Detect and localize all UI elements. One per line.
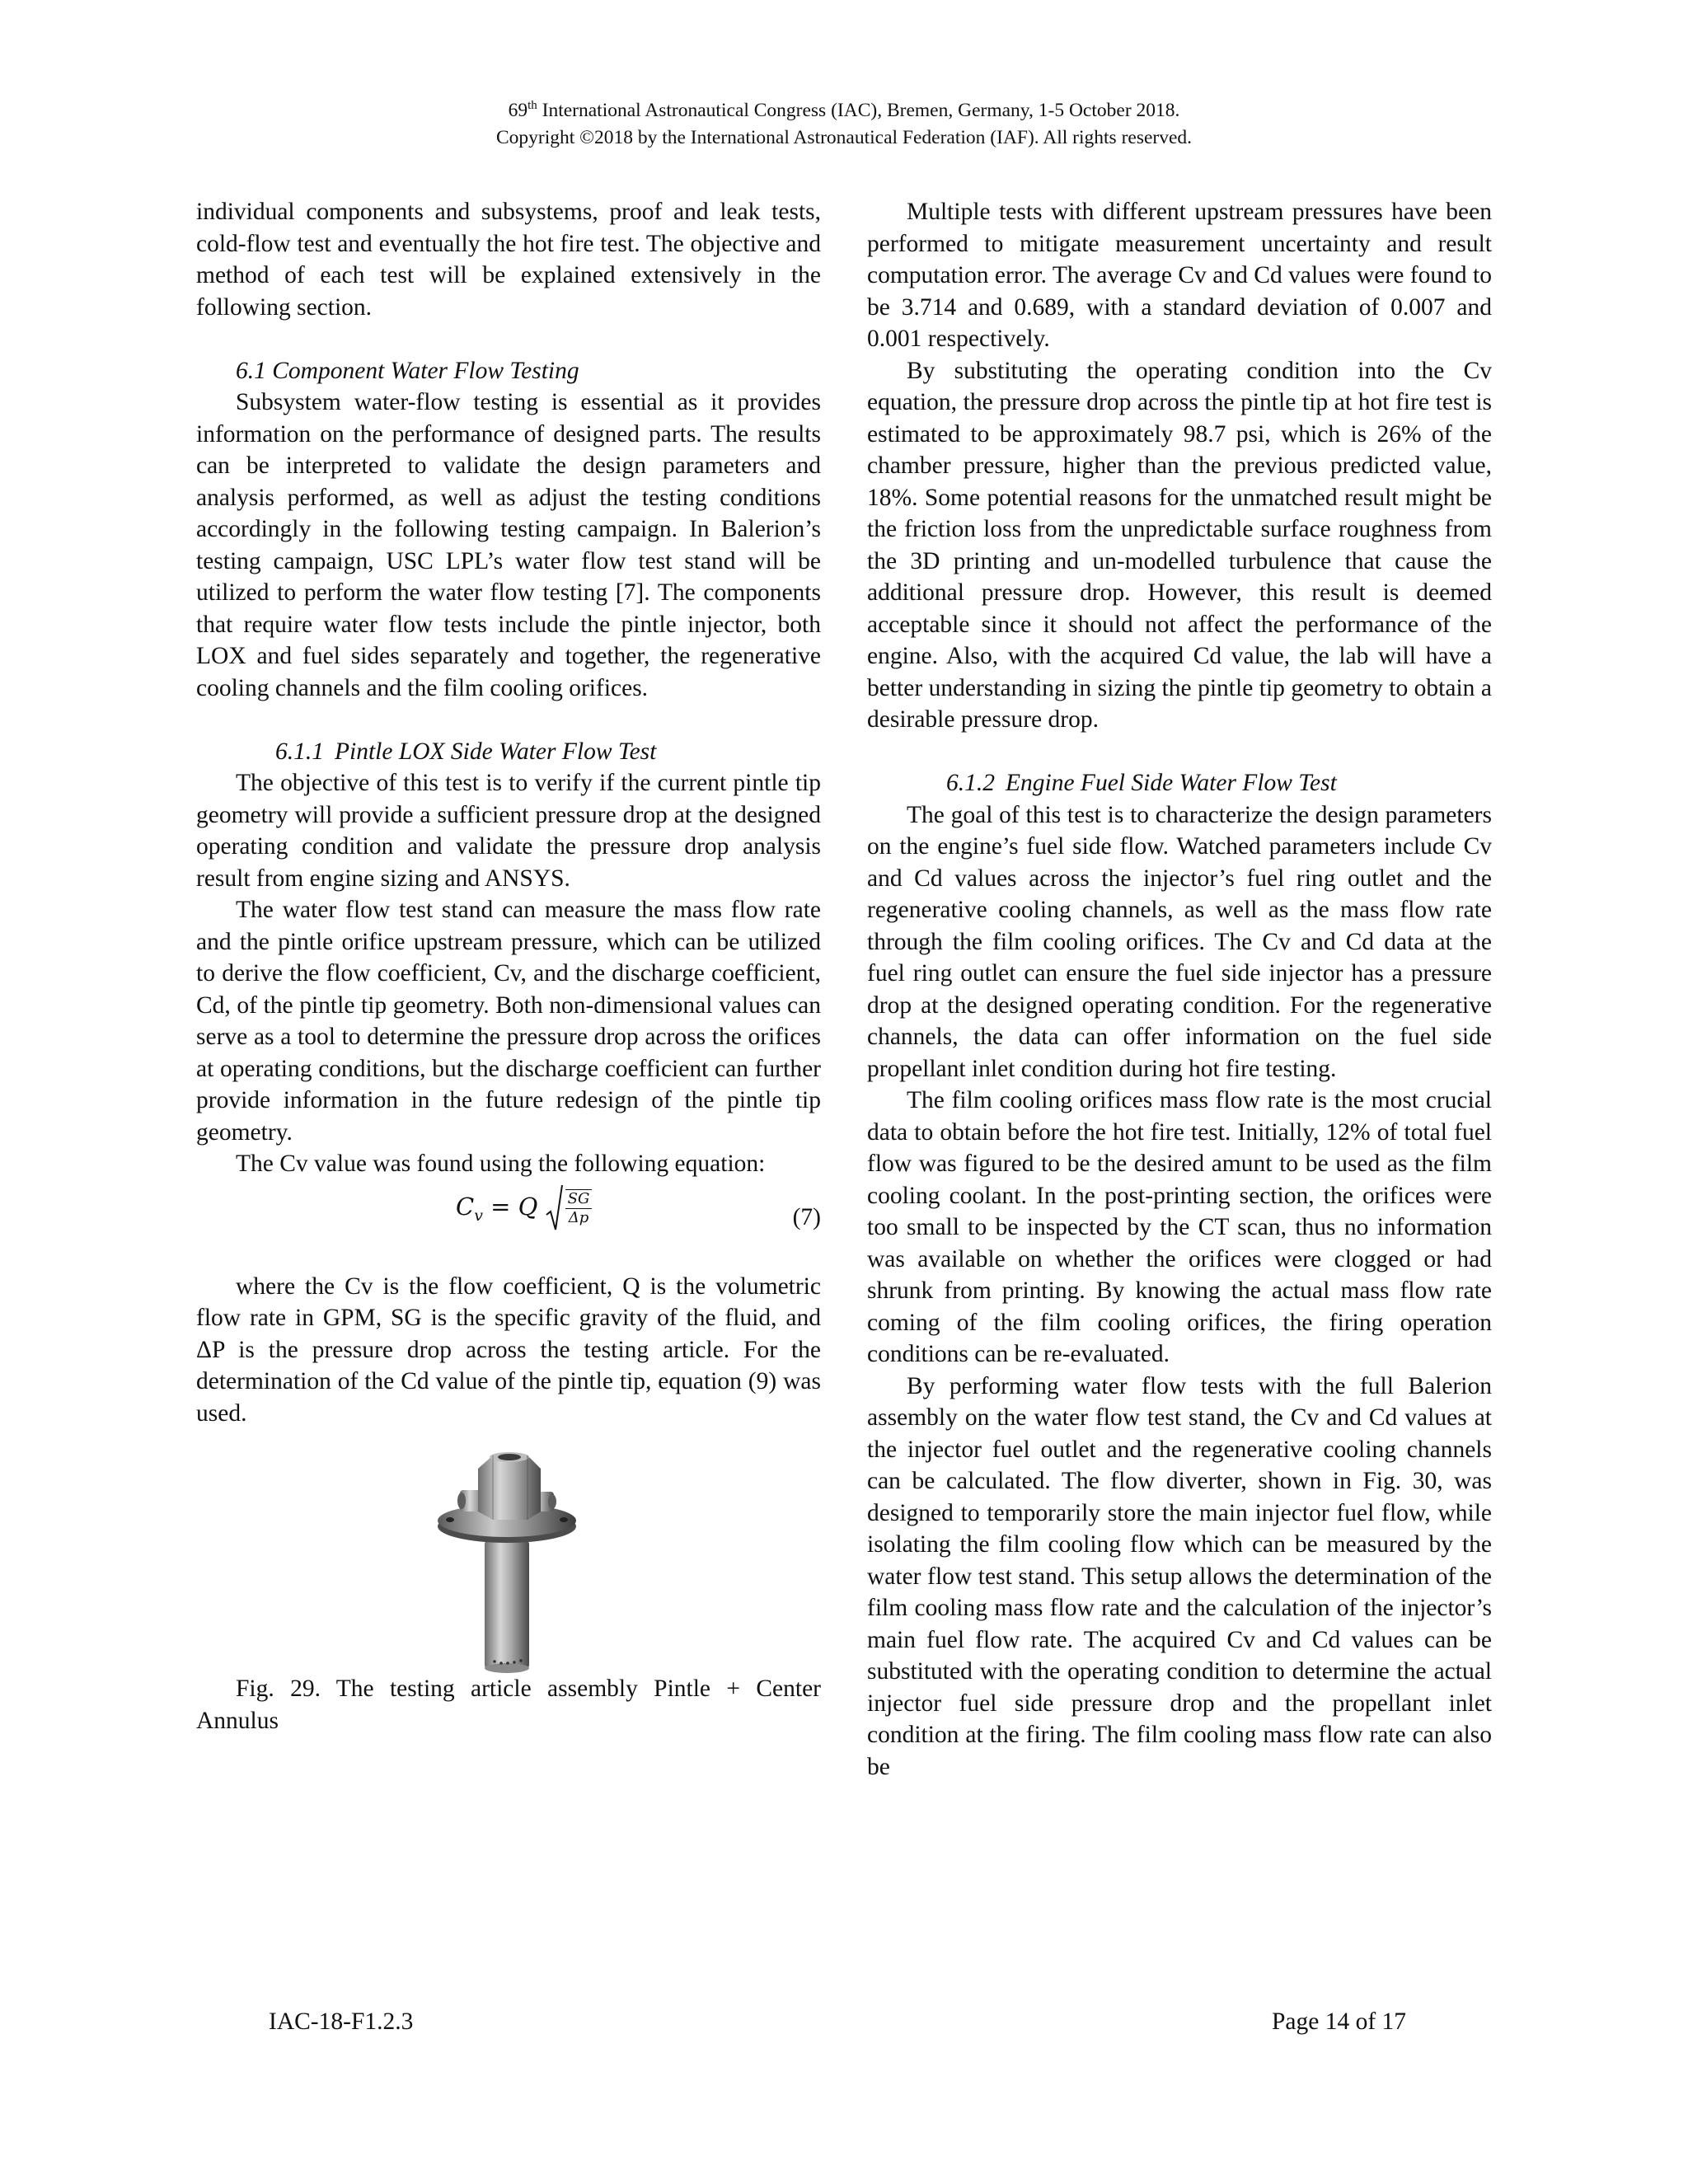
equation-c: C [456,1192,475,1221]
header-line-1 [0,97,1688,124]
equation-fraction [565,1189,593,1227]
fraction-numerator: SG [565,1190,593,1209]
subsection-number: 6.1.1 [275,738,324,765]
equation-body [456,1183,592,1233]
equation-7 [196,1183,821,1251]
figure-29 [196,1451,821,1673]
subsection-number: 6.1.2 [946,770,995,796]
paragraph-multiple-tests: Multiple tests with different upstream pressures have been performed to mitigate measurement uncertainty and result computation error. The average Cv and Cd values were found to be 3.714 and 0.689, with a standard deviation of 0.007 and 0.001 respectively. [867,199,1492,352]
subsection-title: Engine Fuel Side Water Flow Test [1006,770,1337,796]
equation-subscript: v [474,1206,483,1225]
paragraph-where: where the Cv is the flow coefficient, Q is the volumetric flow rate in GPM, SG is the specific gravity of the fluid, and ΔP is the pressure drop across the testing article. For the determination of the Cd value of the pintle tip, equation (9) was used. [196,1272,821,1427]
paragraph-film-cooling: The film cooling orifices mass flow rate is the most crucial data to obtain before the hot fire test. Initially, 12% of total fuel flow was figured to be the desired amunt to be used as the film cooling coolant. In the post-printing section, the orifices were too small to be inspected by the CT scan, thus no information was available on whether the orifices were clogged or had shrunk from printing. By knowing the actual mass flow rate coming of the film cooling orifices, the firing operation conditions can be re-evaluated. [867,1087,1492,1367]
header-ordinal-suffix: th [528,99,537,112]
right-column [867,196,1492,1783]
header-congress-number: 69 [508,100,528,121]
equation-q: = Q [482,1192,538,1221]
subsection-heading-6-1-2 [867,767,1492,799]
footer-paper-id: IAC-18-F1.2.3 [269,2008,414,2035]
paragraph-objective: The objective of this test is to verify if the current pintle tip geometry will provide a sufficient pressure drop at the designed operating condition and validate the pressure drop analysis result from engine sizing and ANSYS. [196,770,821,892]
square-root [546,1183,593,1233]
radical-sign-icon [546,1183,564,1233]
paragraph-intro: individual components and subsystems, proof and leak tests, cold-flow test and eventually the hot fire test. The objective and method of each test will be explained extensively in the following section. [196,199,821,321]
equation-number: (7) [792,1203,821,1230]
figure-29-caption: Fig. 29. The testing article assembly Pintle + Center Annulus [196,1675,821,1734]
footer-page-number: Page 14 of 17 [1272,2008,1407,2035]
left-column [196,196,821,1736]
paragraph-cv-intro: The Cv value was found using the following equation: [236,1151,766,1177]
header-congress-text: International Astronautical Congress (IAC), Bremen, Germany, 1-5 October 2018. [537,100,1180,121]
paragraph-goal: The goal of this test is to characterize the design parameters on the engine’s fuel side flow. Watched parameters include Cv and Cd values across the injector’s fuel ring outlet and the regenerative cooling channels, as well as the mass flow rate through the film cooling orifices. The Cv and Cd data at the fuel ring outlet can ensure the fuel side injector has a pressure drop at the designed operating condition. For the regenerative channels, the data can offer information on the fuel side propellant inlet condition during hot fire testing. [867,801,1492,1082]
subsection-heading-6-1-1 [196,736,821,768]
paragraph-substituting: By substituting the operating condition into the Cv equation, the pressure drop across the pintle tip at hot fire test is estimated to be approximately 98.7 psi, which is 26% of the chamber pressure, higher than the previous predicted value, 18%. Some potential reasons for the unmatched result might be the friction loss from the unpredictable surface roughness from the 3D printing and un-modelled turbulence that cause the additional pressure drop. However, this result is deemed acceptable since it should not affect the performance of the engine. Also, with the acquired Cd value, the lab will have a better understanding in sizing the pintle tip geometry to obtain a desirable pressure drop. [867,357,1492,733]
page-header [0,97,1688,152]
section-heading-6-1: 6.1 Component Water Flow Testing [236,357,579,384]
paragraph-test-stand: The water flow test stand can measure the mass flow rate and the pintle orifice upstream pressure, which can be utilized to derive the flow coefficient, Cv, and the discharge coefficient, Cd, of the pintle tip geometry. Both non-dimensional values can serve as a tool to determine the pressure drop across the orifices at operating conditions, but the discharge coefficient can further provide information in the future redesign of the pintle tip geometry. [196,897,821,1146]
fraction-denominator: Δp [568,1208,589,1226]
header-line-2: Copyright ©2018 by the International Astronautical Federation (IAF). All rights reserved. [495,127,1193,148]
subsection-title: Pintle LOX Side Water Flow Test [335,738,657,765]
paragraph-6-1: Subsystem water-flow testing is essential as it provides information on the performance of designed parts. The results can be interpreted to validate the design parameters and analysis performed, as well as adjust the testing conditions accordingly in the following testing campaign. In Balerion’s testing campaign, USC LPL’s water flow test stand will be utilized to perform the water flow testing [7]. The components that require water flow tests include the pintle injector, both LOX and fuel sides separately and together, the regenerative cooling channels and the film cooling orifices. [196,389,821,701]
pintle-assembly-image [435,1451,592,1673]
paragraph-performing: By performing water flow tests with the full Balerion assembly on the water flow test stand, the Cv and Cd values at the injector fuel outlet and the regenerative cooling channels can be calculated. The flow diverter, shown in Fig. 30, was designed to temporarily store the main injector fuel flow, while isolating the film cooling flow which can be measured by the water flow test stand. This setup allows the determination of the film cooling mass flow rate and the calculation of the injector’s main fuel flow rate. The acquired Cv and Cd values can be substituted with the operating condition to determine the actual injector fuel side pressure drop and the propellant inlet condition at the firing. The film cooling mass flow rate can also be [867,1372,1492,1780]
